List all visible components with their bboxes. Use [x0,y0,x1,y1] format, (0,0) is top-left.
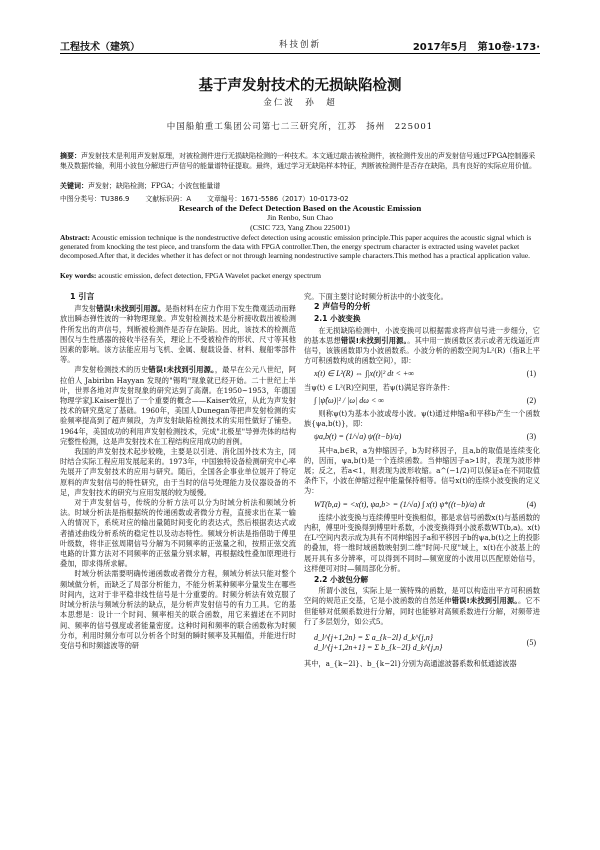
english-affiliation: (CSIC 723, Yang Zhou 225001) [250,223,350,232]
english-keywords [60,271,540,280]
section-heading-analysis: 2 声信号的分析 [314,302,371,312]
equation-5: d_l^{j+1,2n} = Σ a_{k−2l} d_k^{j,n} d_l^{j+1,2n+1} = Σ b_{k−2l} d_k^{j,n} (5) [314,632,536,653]
subsection-wavelet: 2.1 小波变换 [314,314,361,324]
paragraph: 声发射错误!未找到引用源。是指材料在应力作用下发生微观活动而释放出瞬态弹性波的一种物理现象。声发射检测技术是分析接收载出被检测件所发出的声信号，判断被检测件是否存在缺陷。因此，该技术的检测范围仅与生性感器的接收半径有关，理论上不受被检件的形状、尺寸等其他因素的影响。该方法能应用与飞机、金属、舰载设备、材料、舰船零部件等。 [60,304,296,365]
paragraph: 则称ψ(t)为基本小波或母小波。ψ(t)通过伸缩a和平移b产生一个函数族{ψa,b(t)}，即： [304,409,540,429]
classification-line [60,193,540,203]
issue-info: 2017年5月 第10卷·173· [412,42,540,53]
clc-number: 中图分类号：TU386.9 [60,195,130,203]
english-title: Research of the Defect Detection Based on the Acoustic Emission [178,203,422,213]
equation-1: x(t) ∈ L²(R) ⇔ ∫|x(t)|² dt < +∞ (1) [314,369,536,379]
header-rule [60,53,540,54]
section-heading-intro: 1 引言 [70,292,95,301]
abstract-cn-text: 声发射技术是利用声发射原理，对被检测件进行无损缺陷检测的一种技术。本文通过敲击被检测件，被检测件发出的声发射信号通过FPGA控制器采集及数据传输，利用小波包分解进行声信号的能量谱特征提取。最终，通过学习无缺陷样本特征，判断被检测件是否存在缺陷，具有良好的实际应用价值。 [60,152,536,170]
equation-4: WT(b,a) = <x(t), ψa,b> = (1/√a) ∫ x(t) ψ*((t−b)/a) dt (4) [314,499,536,509]
equation-2: ∫ |ψ̂(ω)|² / |ω| dω < ∞ (2) [314,395,536,405]
article-affiliation: 中国船舶重工集团公司第七二三研究所，江苏 扬州 225001 [166,122,434,132]
equation-3: ψa,b(t) = (1/√a) ψ((t−b)/a) (3) [314,432,536,442]
paragraph: 其中，a_{k−2l}、b_{k−2l}分别为高通滤波器系数和低通滤波器 [304,659,517,669]
abstract-cn-label: 摘要： [60,152,81,160]
keywords-cn-label: 关键词： [60,182,88,190]
paragraph: 所谓小波包，实际上是一簇特殊的函数，是可以构造出平方可积函数空间的规范正交基，它是小波函数的自然延伸错误!未找到引用源。。它不但能够对低频系数进行分解，同时也能够对高频系数进行分解，对频带进行了多层划分，如公式5。 [304,586,540,626]
right-column [304,292,540,669]
english-keywords-text: acoustic emission, defect detection, FPGA Wavelet packet energy spectrum [98,271,322,280]
abstract-cn [60,152,540,171]
paragraph: 连续小波变换与连续傅里叶变换相似，都是求信号函数x(t)与基函数的内积，傅里叶变换得到傅里叶系数，小波变换得到小波系数WT(b,a)。x(t)在L²空间内表示成为具有不同伸缩因子a和平移因子b的ψa,b(t)之上的投影的叠加，将一维时域函数映射到二维"时间-尺度"域上，x(t)在小波基上的展开具有多分辨率，可以得到不同时—频宽度的小波用以匹配原始信号，这样便可对时—频局部化分析。 [304,512,540,573]
paragraph: 对于声发射信号，传统的分析方法可以分为时域分析法和频域分析法。时域分析法是指根据统的传递函数或者微分方程，直接求出在某一输入的情况下，系统对应的输出量随时间变化的表达式，然后根据表达式或者描述曲线分析系统的稳定性以及动态特性。频域分析法是指借助于傅里叶级数，将非正弦周期信号分解为不同频率的正弦量之和，按照正弦交流电路的计算方法对不同频率的正弦量分别求解，再根据线性叠加原理进行叠加，即求得所求解。 [60,498,296,569]
reference-error: 错误!未找到引用源。 [451,596,519,606]
paragraph: 当ψ(t) ∈ L²(R)空间里，若ψ(t)满足容许条件： [304,382,455,392]
article-number: 文章编号：1671-5586（2017）10-0173-02 [207,195,349,203]
paragraph: 究。下面主要讨论时频分析法中的小波变化。 [304,292,448,301]
reference-error: 错误!未找到引用源。 [148,365,215,375]
paragraph: 声发射检测技术的历史错误!未找到引用源。，最早在公元八世纪，阿拉伯人 Jabiribn Hayyan 发现的"锡鸣"现象就已经开始。二十世纪上半叶，世界各地对声发射现象的研究达到了高潮。在1950~1953，年德国物理学家J.Kaiser提出了一个重要的概念——Kaiser效应，从此为声发射技术的研究奠定了基础。1960年，美国人Dunegan等把声发射检测的实验频率提高到了超声频段，为声发射缺陷检测技术的实用性做好了铺垫。1964年，美国成功的利用声发射检测技术，完成"北极星"导弹壳体的结构完整性检测，这是声发射技术在工程结构应用成功的首例。 [60,365,296,446]
paragraph: 其中a,b∈R，a为伸缩因子，b为时移因子，且a,b的取值是连续变化的，因而，ψa,b(t)是一个连续函数。当伸缩因子a>1时，表现为波形伸展；反之，若a<1，则表现为波形收缩。a^(−1/2)可以保证a在不同取值条件下，小波在伸缩过程中能量保持相等。信号x(t)的连续小波变换的定义为： [304,445,540,496]
english-authors: Jin Renbo, Sun Chao [267,213,333,222]
running-header [60,38,540,52]
paragraph: 时域分析法需要明确传递函数或者微分方程，频域分析法只能对整个频域做分析，而缺乏了局部分析能力，不能分析某种频率分量发生在哪些时间内，这对于非平稳非线性信号是十分重要的。时频分析法有效克服了时域分析法与频域分析法的缺点，是分析声发射信号的有力工具。它的基本思想是：设计一个时间、频率相关的联合函数，用它来描述在不同时间、频率的信号强度或者能量密度。这种时间和频率的联合函数称为时频分布，利用时频分布可以分析各个时刻的瞬时频率及其幅值，并能进行时变信号和时频滤波等的研 [60,569,296,650]
english-keywords-label: Key words: [60,271,97,280]
column-name: 科技创新 [278,40,321,50]
doc-code: 文献标识码：A [145,195,191,203]
keywords-cn-text: 声发射；缺陷检测；FPGA；小波包能量谱 [88,182,221,190]
english-abstract [60,233,540,260]
keywords-cn [60,182,540,192]
english-abstract-label: Abstract: [60,233,90,242]
journal-name: 工程技术（建筑） [60,42,140,53]
article-title: 基于声发射技术的无损缺陷检测 [198,78,402,94]
english-abstract-text: Acoustic emission technique is the nondestructive defect detection using acoustic emission principle.This paper acquires the acoustic signal which is generated from knocking the test piece, and transform the data with FPGA controller.Then, the energy spectrum character is extracted using wavelet packet decomposed.After that, it decides whether it has defect or not through learning nondestructive sample characters.This method has a practical application value. [60,233,532,260]
reference-error: 错误!未找到引用源。 [340,335,408,345]
article-authors: 金仁波 孙 超 [263,98,337,108]
reference-error: 错误!未找到引用源。 [96,304,166,314]
paragraph: 在无损缺陷检测中，小波变换可以根据需求将声信号进一步细分，它的基本思想错误!未找到引用源。。其中用一族函数区表示或者无线逼近声信号，该簇函数即为小波函数系。小波分析的函数空间为L²(R)（指R上平方可积函数构成的函数空间），即： [304,325,540,366]
paragraph: 我国的声发射技术起步较晚，主要是以引进、消化国外技术为主，同时结合实际工程应用发展起来的。1973年，中国独特设备检测研究中心率先展开了声发射技术的应用与研究。随后，全国各企事业单位展开了特定原料的声发射信号的特性研究，由于当时的信号处理能力及仪器设备的不足，声发射技术的研究与应用发展的较为缓慢。 [60,447,296,497]
subsection-wavelet-packet: 2.2 小波包分解 [314,575,369,585]
left-column [60,292,296,651]
